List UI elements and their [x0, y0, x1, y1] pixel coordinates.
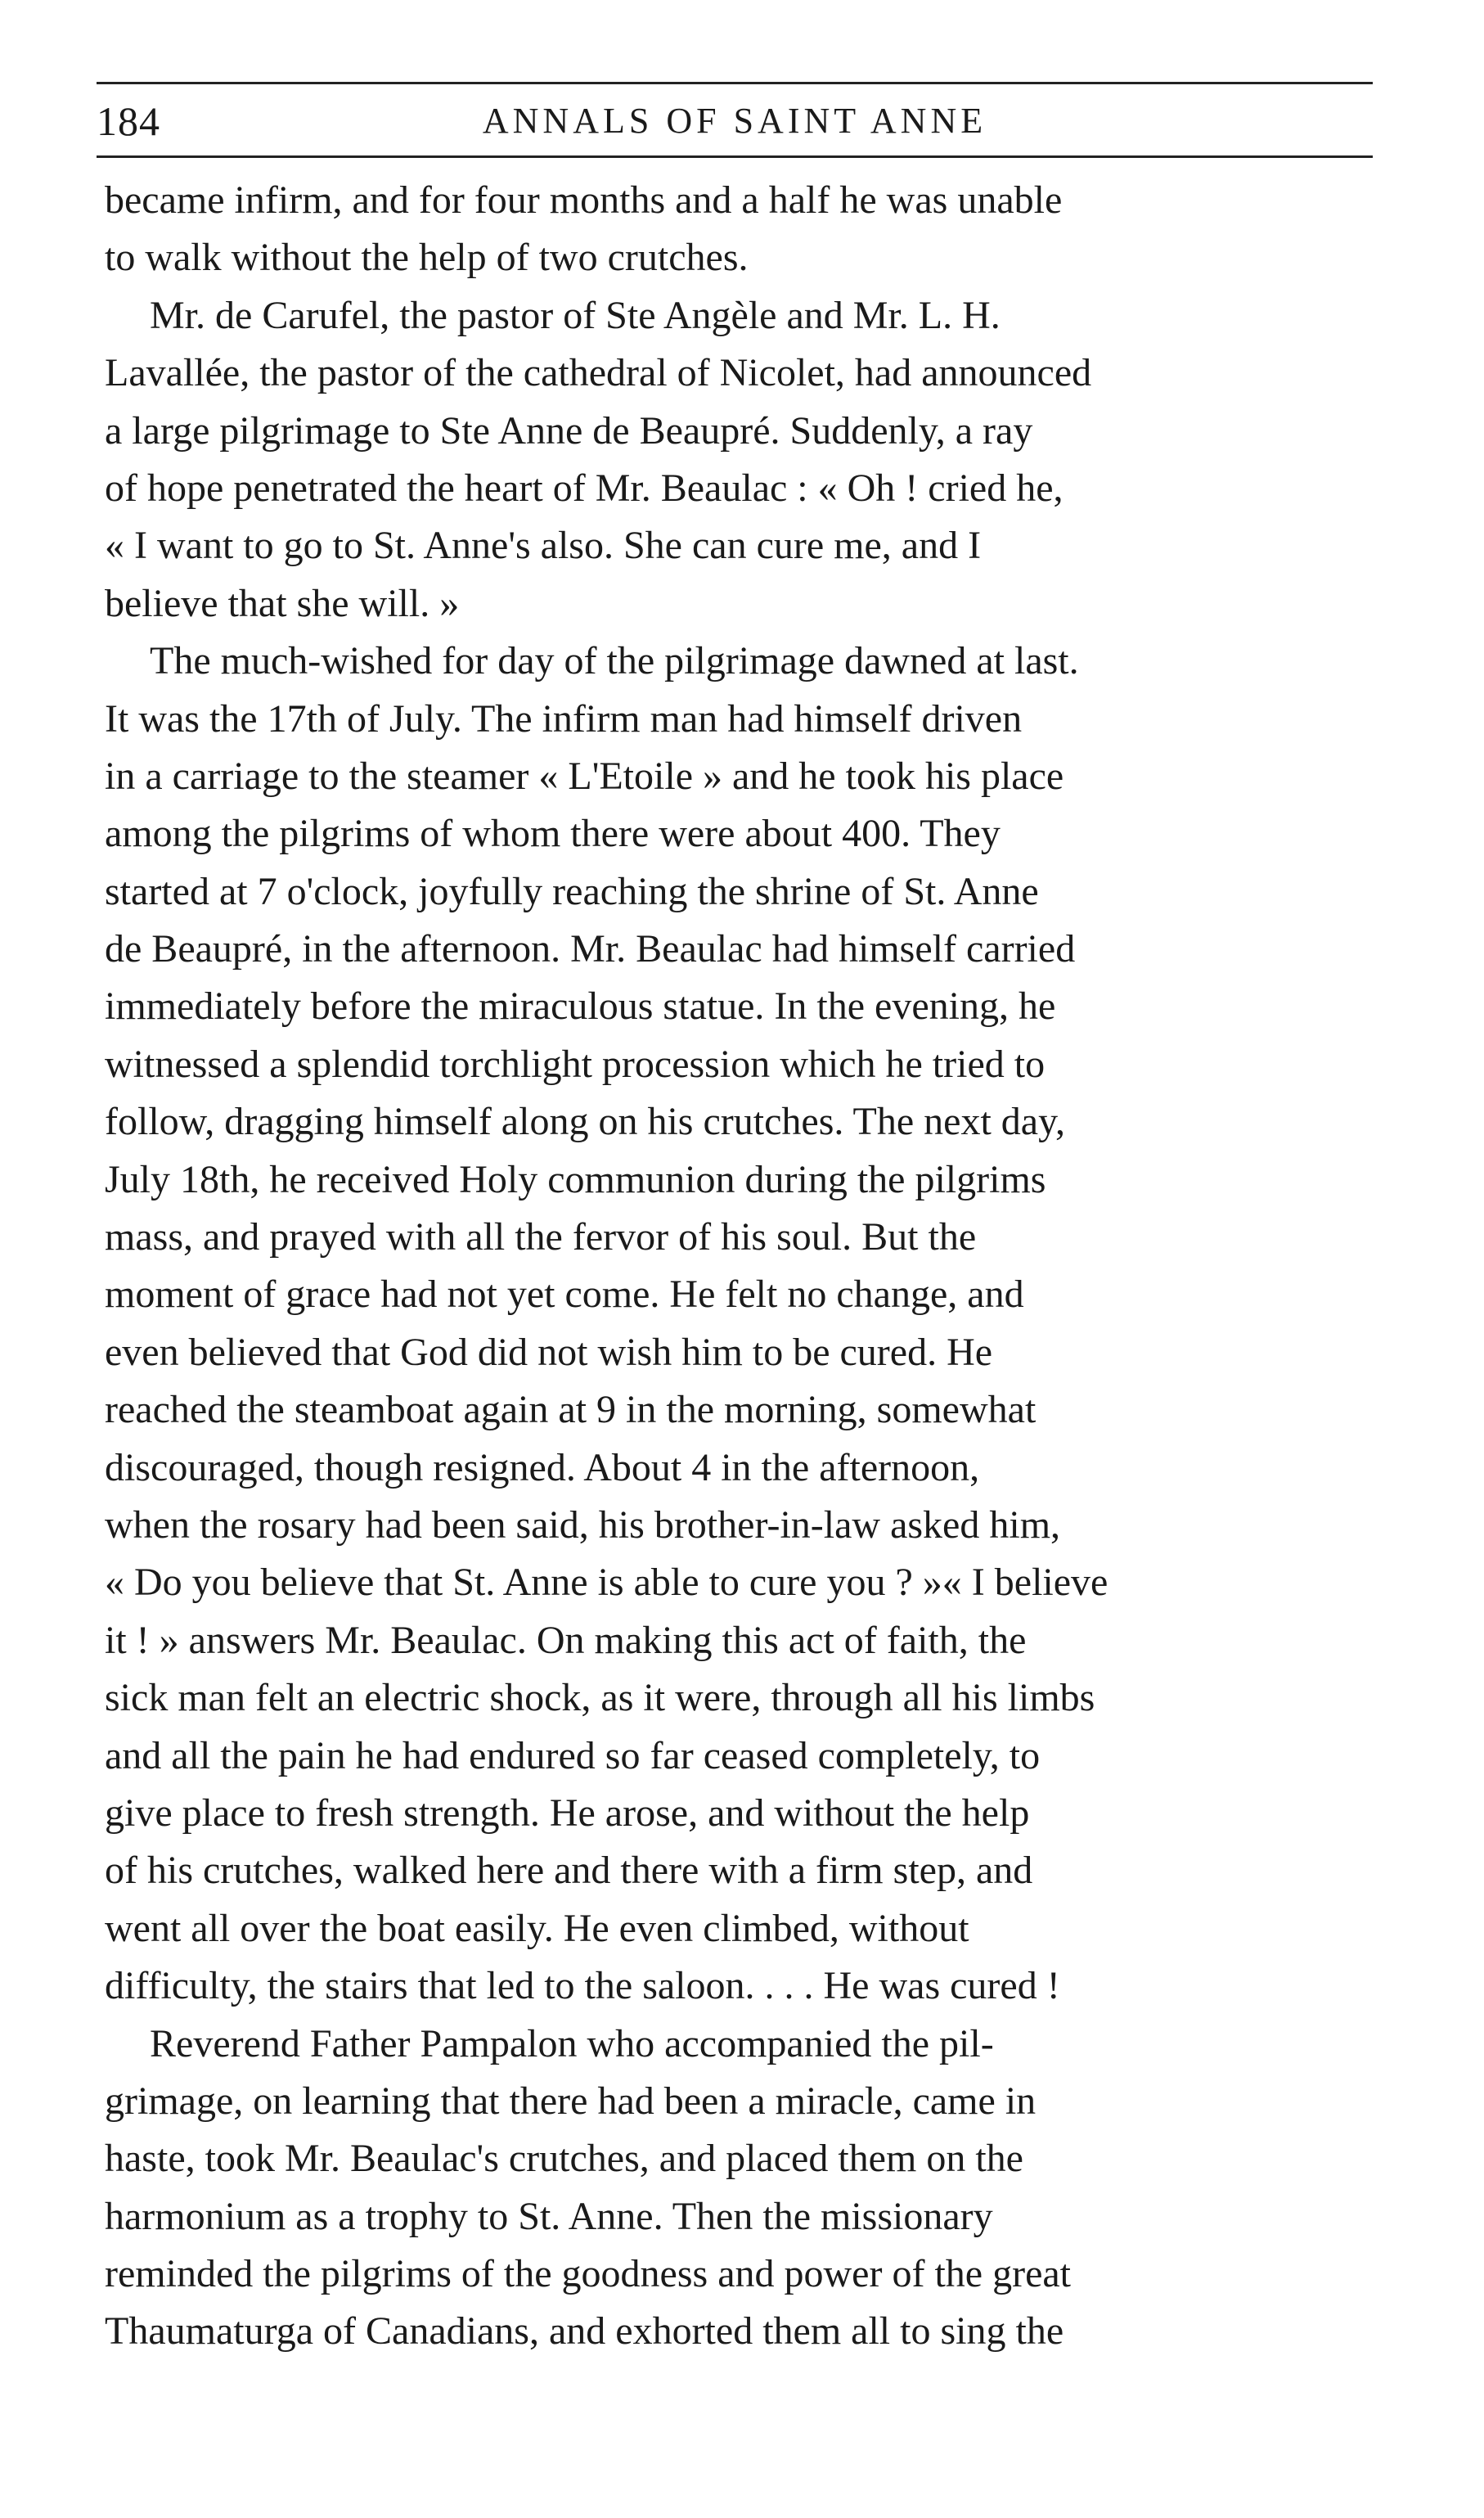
- text-line: it ! » answers Mr. Beaulac. On making this act of faith, the: [105, 1618, 1027, 1662]
- text-line: It was the 17th of July. The infirm man had himself driven: [105, 696, 1023, 741]
- text-line: discouraged, though resigned. About 4 in the afternoon,: [105, 1445, 980, 1489]
- text-line: sick man felt an electric shock, as it were, through all his limbs: [105, 1676, 1095, 1720]
- text-line: Reverend Father Pampalon who accompanied the pil-: [150, 2021, 994, 2065]
- body-text: [105, 172, 1377, 2361]
- text-line: of his crutches, walked here and there with a firm step, and: [105, 1849, 1033, 1893]
- text-line: haste, took Mr. Beaulac's crutches, and placed them on the: [105, 2137, 1023, 2181]
- text-line: grimage, on learning that there had been a miracle, came in: [105, 2079, 1037, 2123]
- text-line: Thaumaturga of Canadians, and exhorted them all to sing the: [105, 2309, 1064, 2354]
- text-line: reached the steamboat again at 9 in the morning, somewhat: [105, 1388, 1037, 1432]
- text-line: de Beaupré, in the afternoon. Mr. Beaulac had himself carried: [105, 927, 1076, 971]
- text-line: when the rosary had been said, his brother-in-law asked him,: [105, 1502, 1061, 1547]
- text-line: started at 7 o'clock, joyfully reaching the shrine of St. Anne: [105, 869, 1039, 913]
- text-line: among the pilgrims of whom there were about 400. They: [105, 812, 1001, 856]
- header-top-rule: [97, 82, 1373, 84]
- text-line: went all over the boat easily. He even climbed, without: [105, 1906, 969, 1950]
- text-line: « Do you believe that St. Anne is able to cure you ? »« I believe: [105, 1561, 1109, 1605]
- text-line: witnessed a splendid torchlight procession which he tried to: [105, 1042, 1046, 1086]
- page-header: [97, 74, 1373, 164]
- text-line: follow, dragging himself along on his crutches. The next day,: [105, 1100, 1065, 1144]
- text-line: even believed that God did not wish him to be cured. He: [105, 1330, 993, 1374]
- text-line: to walk without the help of two crutches.: [105, 236, 749, 280]
- text-line: and all the pain he had endured so far ceased completely, to: [105, 1733, 1041, 1777]
- text-line: reminded the pilgrims of the goodness and power of the great: [105, 2252, 1072, 2296]
- page-number: 184: [97, 98, 160, 144]
- text-line: in a carriage to the steamer « L'Etoile » and he took his place: [105, 754, 1064, 798]
- text-line: harmonium as a trophy to St. Anne. Then the missionary: [105, 2194, 993, 2238]
- text-line: moment of grace had not yet come. He felt no change, and: [105, 1273, 1024, 1317]
- text-line: The much-wished for day of the pilgrimage dawned at last.: [150, 639, 1079, 683]
- header-bottom-rule: [97, 155, 1373, 158]
- text-line: « I want to go to St. Anne's also. She can cure me, and I: [105, 524, 982, 568]
- running-head: ANNALS OF SAINT ANNE: [482, 101, 987, 141]
- text-line: of hope penetrated the heart of Mr. Beaulac : « Oh ! cried he,: [105, 466, 1064, 510]
- text-line: Mr. de Carufel, the pastor of Ste Angèle and Mr. L. H.: [150, 293, 1001, 337]
- text-line: Lavallée, the pastor of the cathedral of Nicolet, had announced: [105, 351, 1092, 395]
- text-line: mass, and prayed with all the fervor of his soul. But the: [105, 1215, 977, 1259]
- text-line: immediately before the miraculous statue. In the evening, he: [105, 984, 1056, 1029]
- text-line: give place to fresh strength. He arose, and without the help: [105, 1791, 1030, 1835]
- text-line: believe that she will. »: [105, 581, 460, 625]
- text-line: difficulty, the stairs that led to the saloon. . . . He was cured !: [105, 1964, 1060, 2008]
- text-line: a large pilgrimage to Ste Anne de Beaupré. Suddenly, a ray: [105, 408, 1033, 453]
- text-line: became infirm, and for four months and a half he was unable: [105, 178, 1063, 222]
- text-line: July 18th, he received Holy communion during the pilgrims: [105, 1157, 1046, 1201]
